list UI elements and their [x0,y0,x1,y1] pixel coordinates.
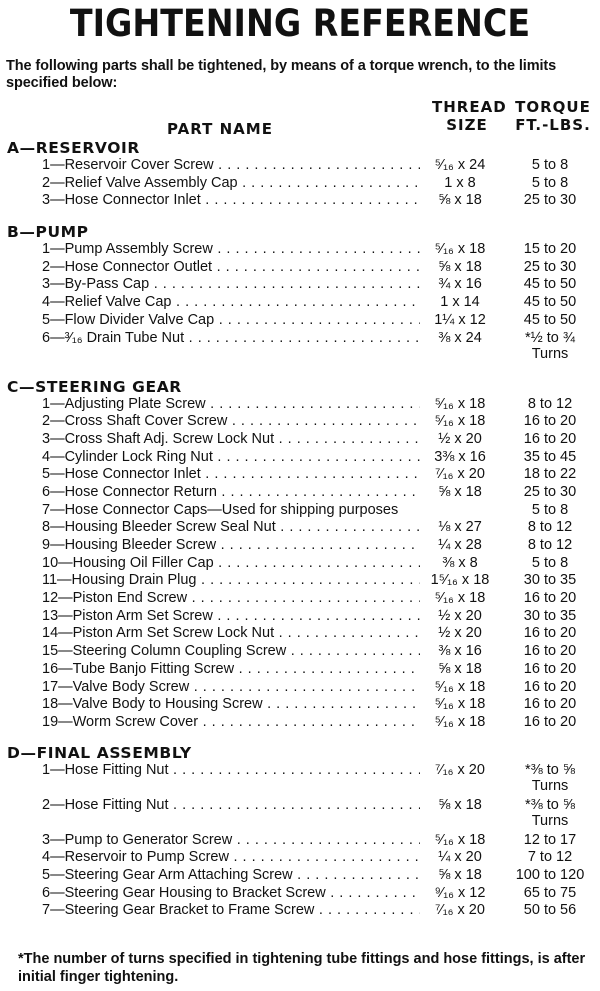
part-name [42,175,420,193]
torque-unit: Turns [531,345,569,362]
part-name [42,241,420,259]
thread-size: ⁵⁄₁₆ x 18 [420,413,500,431]
torque-value: *½ to ¾ [505,330,595,348]
table-row [0,762,600,797]
thread-size: ½ x 20 [420,431,500,449]
part-name [42,608,420,626]
thread-size: ⅜ x 24 [420,330,500,348]
torque-value: 7 to 12 [505,849,595,867]
thread-size: ¼ x 20 [420,849,500,867]
part-name-text: 16—Tube Banjo Fitting Screw [42,660,235,677]
part-name-text: 14—Piston Arm Set Screw Lock Nut [42,625,275,642]
table-row [0,625,600,643]
torque-unit: Turns [531,812,569,829]
thread-size-header [432,98,507,134]
part-name [42,294,420,312]
table-row [0,413,600,431]
section-title: C—STEERING GEAR [7,377,182,396]
torque-header [508,98,598,134]
thread-size: ⁵⁄₁₆ x 24 [420,157,500,175]
part-name-text: 7—Hose Connector Caps—Used for shipping purposes [42,501,399,518]
table-row [0,849,600,867]
part-name [42,885,420,903]
part-name-text: 1—Hose Fitting Nut [42,761,169,778]
part-name-text: 6—Hose Connector Return [42,483,217,500]
footnote: *The number of turns specified in tightening tube fittings and hose fittings, is after initial finger tightening. [18,951,586,985]
torque-value: 18 to 22 [505,466,595,484]
table-row [0,832,600,850]
torque-value: *⅜ to ⅝ [505,797,595,815]
torque-header-line1: TORQUE [515,98,591,116]
table-row [0,259,600,277]
table-row [0,572,600,590]
table-row [0,714,600,732]
thread-size: 1 x 8 [420,175,500,193]
torque-value: 45 to 50 [505,276,595,294]
torque-value: 65 to 75 [505,885,595,903]
table-row [0,502,600,520]
part-name-text: 11—Housing Drain Plug [42,572,197,589]
torque-value: 35 to 45 [505,449,595,467]
torque-value: 8 to 12 [505,537,595,555]
part-name [42,431,420,449]
part-name-text: 8—Housing Bleeder Screw Seal Nut [42,519,276,536]
thread-size: ¾ x 16 [420,276,500,294]
torque-value: 30 to 35 [505,572,595,590]
part-name-text: 7—Steering Gear Bracket to Frame Screw [42,902,315,919]
table-row [0,537,600,555]
part-name [42,537,420,555]
torque-value: 16 to 20 [505,431,595,449]
section-gap [0,210,600,223]
part-name [42,519,420,537]
thread-size: ½ x 20 [420,625,500,643]
table-row [0,867,600,885]
thread-size: ⅛ x 27 [420,519,500,537]
table-row [0,431,600,449]
part-name [42,849,420,867]
part-name-text: 5—Flow Divider Valve Cap [42,311,215,328]
part-name [42,259,420,277]
part-name [42,449,420,467]
part-name-text: 4—Cylinder Lock Ring Nut [42,448,213,465]
table-row [0,679,600,697]
table-row [0,696,600,714]
torque-value: 25 to 30 [505,192,595,210]
table-row [0,555,600,573]
part-name [42,643,420,661]
section-title: B—PUMP [7,223,89,242]
torque-value: 8 to 12 [505,396,595,414]
torque-value: 16 to 20 [505,413,595,431]
part-name-text: 2—Hose Connector Outlet [42,258,213,275]
part-name-text: 4—Reservoir to Pump Screw [42,849,229,866]
torque-value: 45 to 50 [505,294,595,312]
part-name-text: 1—Reservoir Cover Screw [42,157,214,173]
part-name [42,276,420,294]
thread-size: ⁵⁄₁₆ x 18 [420,396,500,414]
part-name-text: 2—Hose Fitting Nut [42,796,169,813]
tightening-list [0,139,600,920]
part-name-text: 13—Piston Arm Set Screw [42,607,213,624]
torque-value: 50 to 56 [505,902,595,920]
part-name-text: 3—Cross Shaft Adj. Screw Lock Nut [42,430,275,447]
thread-size: ⁵⁄₁₆ x 18 [420,832,500,850]
part-name-text: 2—Relief Valve Assembly Cap [42,174,238,191]
part-name [42,466,420,484]
thread-size: 1 x 14 [420,294,500,312]
thread-size: 1¼ x 12 [420,312,500,330]
table-row [0,608,600,626]
section-title: D—FINAL ASSEMBLY [7,743,192,762]
torque-value: 5 to 8 [505,157,595,175]
torque-value: 16 to 20 [505,679,595,697]
part-name-text: 12—Piston End Screw [42,590,188,607]
thread-size: ⅝ x 18 [420,867,500,885]
torque-value: 5 to 8 [505,502,595,520]
table-row [0,294,600,312]
table-row [0,885,600,903]
table-row [0,519,600,537]
table-row [0,312,600,330]
part-name-text: 19—Worm Screw Cover [42,713,199,730]
thread-size: ⅜ x 8 [420,555,500,573]
thread-size: ⁵⁄₁₆ x 18 [420,590,500,608]
part-name-text: 5—Hose Connector Inlet [42,466,201,483]
torque-value: 25 to 30 [505,259,595,277]
part-name [42,502,512,520]
part-name [42,555,420,573]
table-row [0,276,600,294]
part-name-text: 6—Steering Gear Housing to Bracket Screw [42,884,326,901]
part-name-text: 9—Housing Bleeder Screw [42,537,217,553]
section-title: A—RESERVOIR [7,139,140,157]
thread-size: ⁹⁄₁₆ x 12 [420,885,500,903]
thread-size: ⅝ x 18 [420,484,500,502]
thread-header-line2: SIZE [446,116,488,134]
section-gap [0,732,600,744]
thread-header-line1: THREAD [432,98,507,116]
torque-value: 30 to 35 [505,608,595,626]
part-name-header [150,120,290,138]
table-row [0,157,600,175]
part-name [42,625,420,643]
part-name-text: 18—Valve Body to Housing Screw [42,696,263,713]
thread-size: ⁵⁄₁₆ x 18 [420,696,500,714]
torque-value: 8 to 12 [505,519,595,537]
torque-value: 100 to 120 [505,867,595,885]
table-row [0,902,600,920]
thread-size: 1⁵⁄₁₆ x 18 [420,572,500,590]
part-name [42,762,420,780]
thread-size: ⅝ x 18 [420,192,500,210]
part-name [42,714,420,732]
part-name-text: 1—Adjusting Plate Screw [42,395,206,412]
part-name-text: 17—Valve Body Screw [42,678,190,695]
table-row [0,396,600,414]
torque-header-line2: FT.-LBS. [515,116,591,134]
part-name [42,312,420,330]
torque-value: 45 to 50 [505,312,595,330]
torque-value: 16 to 20 [505,714,595,732]
table-row [0,192,600,210]
thread-size: 3⅜ x 16 [420,449,500,467]
table-row [0,590,600,608]
torque-value: 16 to 20 [505,643,595,661]
part-name [42,330,420,348]
part-name-text: 2—Cross Shaft Cover Screw [42,413,228,430]
part-name [42,832,420,850]
part-name-text: 5—Steering Gear Arm Attaching Screw [42,866,293,883]
part-name-text: 4—Relief Valve Cap [42,294,172,311]
part-name [42,661,420,679]
part-name [42,192,420,210]
part-name [42,157,420,175]
part-name [42,413,420,431]
torque-value: 5 to 8 [505,555,595,573]
part-name-text: 1—Pump Assembly Screw [42,241,213,258]
part-name [42,902,420,920]
torque-value: 25 to 30 [505,484,595,502]
torque-value: 16 to 20 [505,661,595,679]
thread-size: ⁷⁄₁₆ x 20 [420,902,500,920]
thread-size: ¼ x 28 [420,537,500,555]
torque-unit: Turns [531,777,569,794]
part-name [42,572,420,590]
torque-value: 5 to 8 [505,175,595,193]
thread-size: ⅜ x 16 [420,643,500,661]
part-name [42,867,420,885]
thread-size: ½ x 20 [420,608,500,626]
thread-size: ⅝ x 18 [420,259,500,277]
table-row [0,797,600,832]
thread-size: ⁷⁄₁₆ x 20 [420,762,500,780]
part-name [42,484,420,502]
torque-value: 15 to 20 [505,241,595,259]
part-name-text: 10—Housing Oil Filler Cap [42,554,214,571]
table-row [0,661,600,679]
thread-size: ⅝ x 18 [420,661,500,679]
torque-value: 12 to 17 [505,832,595,850]
part-name [42,797,420,815]
table-row [0,643,600,661]
thread-size: ⅝ x 18 [420,797,500,815]
part-name-text: 6—³⁄₁₆ Drain Tube Nut [42,329,185,346]
thread-size: ⁵⁄₁₆ x 18 [420,241,500,259]
section-gap [0,365,600,378]
thread-size: ⁵⁄₁₆ x 18 [420,679,500,697]
part-name [42,696,420,714]
table-row [0,241,600,259]
table-row [0,484,600,502]
part-name-text: 3—By-Pass Cap [42,276,150,293]
thread-size: ⁷⁄₁₆ x 20 [420,466,500,484]
part-name [42,590,420,608]
part-name-text: 15—Steering Column Coupling Screw [42,643,287,660]
thread-size: ⁵⁄₁₆ x 18 [420,714,500,732]
part-name-text: 3—Hose Connector Inlet [42,192,201,209]
part-name-text: 3—Pump to Generator Screw [42,831,233,848]
table-row [0,449,600,467]
intro-text: The following parts shall be tightened, by means of a torque wrench, to the limits specified below: [6,58,557,91]
table-row [0,466,600,484]
table-row [0,330,600,365]
table-row [0,175,600,193]
part-name [42,396,420,414]
part-name-header-label: PART NAME [167,120,273,138]
part-name [42,679,420,697]
torque-value: 16 to 20 [505,590,595,608]
torque-value: 16 to 20 [505,625,595,643]
page-title: TIGHTENING REFERENCE [69,2,531,45]
torque-value: 16 to 20 [505,696,595,714]
torque-value: *⅜ to ⅝ [505,762,595,780]
